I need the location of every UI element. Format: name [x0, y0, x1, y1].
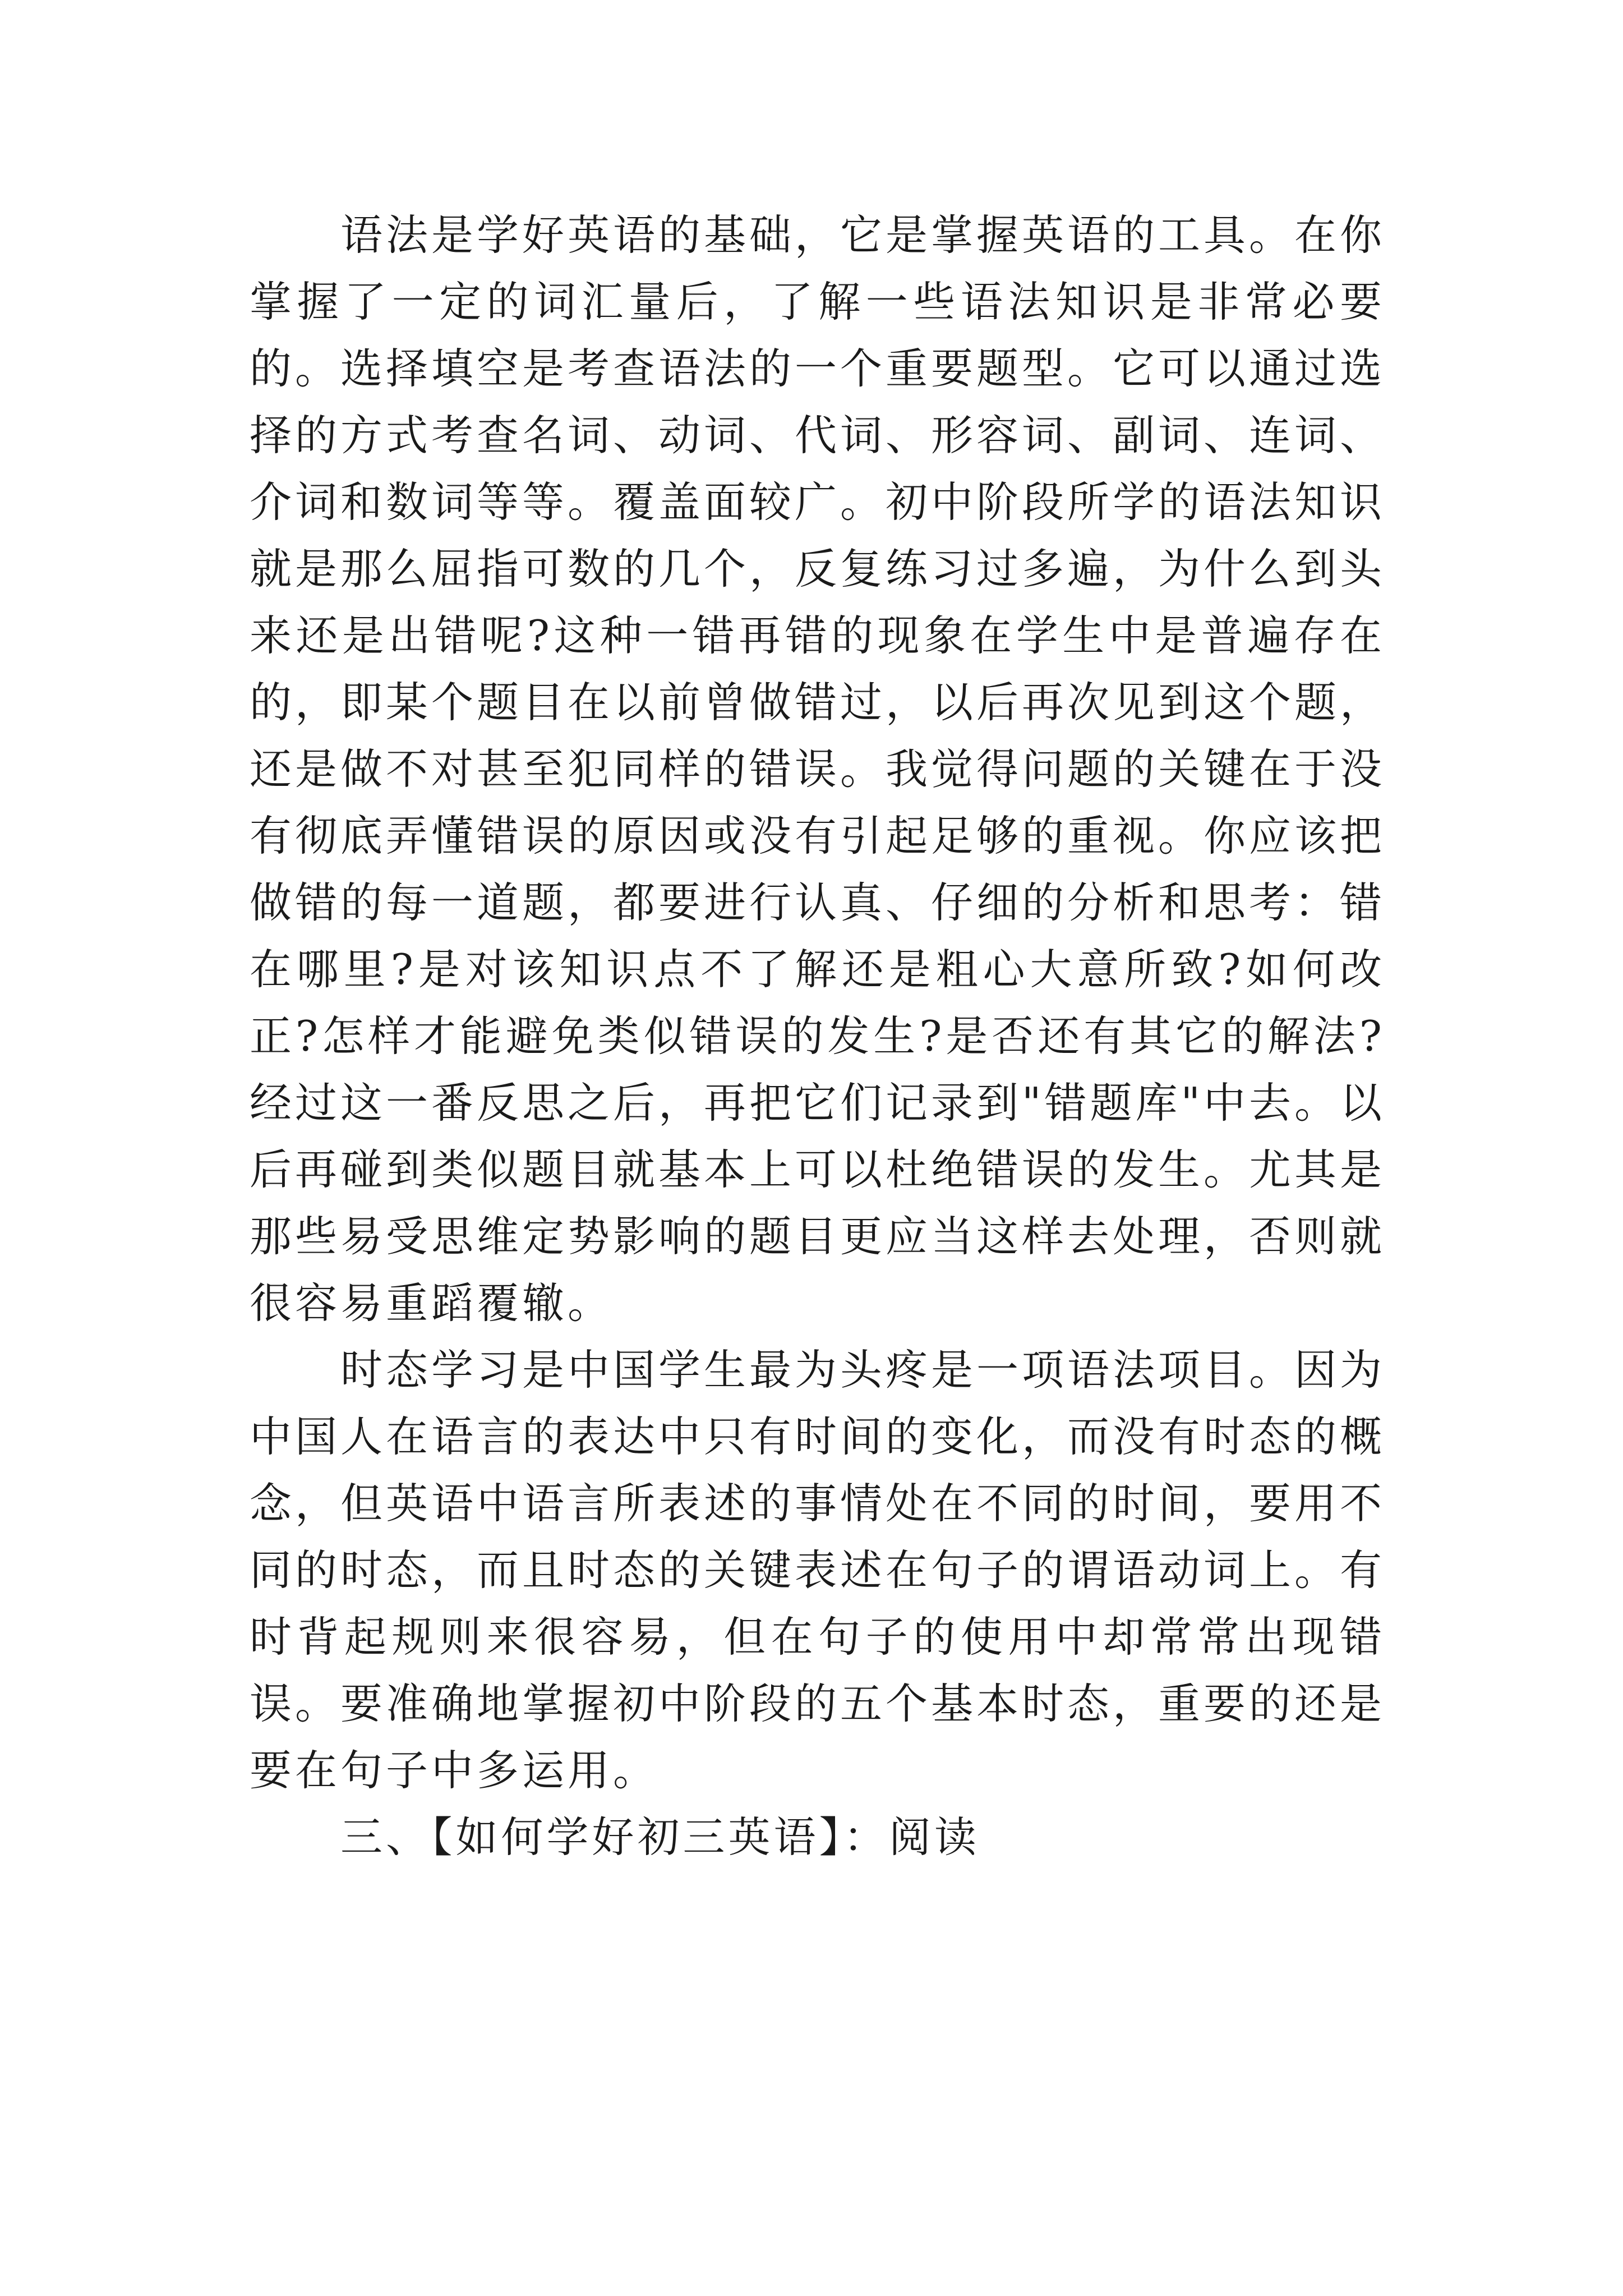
document-body	[250, 202, 1385, 1871]
paragraph-tenses: 时态学习是中国学生最为头疼是一项语法项目。因为中国人在语言的表达中只有时间的变化，而没有时态的概念，但英语中语言所表述的事情处在不同的时间，要用不同的时态，而且时态的关键表述在句子的谓语动词上。有时背起规则来很容易，但在句子的使用中却常常出现错误。要准确地掌握初中阶段的五个基本时态，重要的还是要在句子中多运用。	[250, 1345, 1386, 1795]
paragraph-grammar: 语法是学好英语的基础，它是掌握英语的工具。在你掌握了一定的词汇量后，了解一些语法知识是非常必要的。选择填空是考查语法的一个重要题型。它可以通过选择的方式考查名词、动词、代词、形容词、副词、连词、介词和数词等等。覆盖面较广。初中阶段所学的语法知识就是那么屈指可数的几个，反复练习过多遍，为什么到头来还是出错呢?这种一错再错的现象在学生中是普遍存在的，即某个题目在以前曾做错过，以后再次见到这个题，还是做不对甚至犯同样的错误。我觉得问题的关键在于没有彻底弄懂错误的原因或没有引起足够的重视。你应该把做错的每一道题，都要进行认真、仔细的分析和思考：错在哪里?是对该知识点不了解还是粗心大意所致?如何改正?怎样才能避免类似错误的发生?是否还有其它的解法?经过这一番反思之后，再把它们记录到"错题库"中去。以后再碰到类似题目就基本上可以杜绝错误的发生。尤其是那些易受思维定势影响的题目更应当这样去处理，否则就很容易重蹈覆辙。	[250, 210, 1386, 1328]
section-heading: 三、【如何学好初三英语】：阅读	[340, 1812, 980, 1862]
